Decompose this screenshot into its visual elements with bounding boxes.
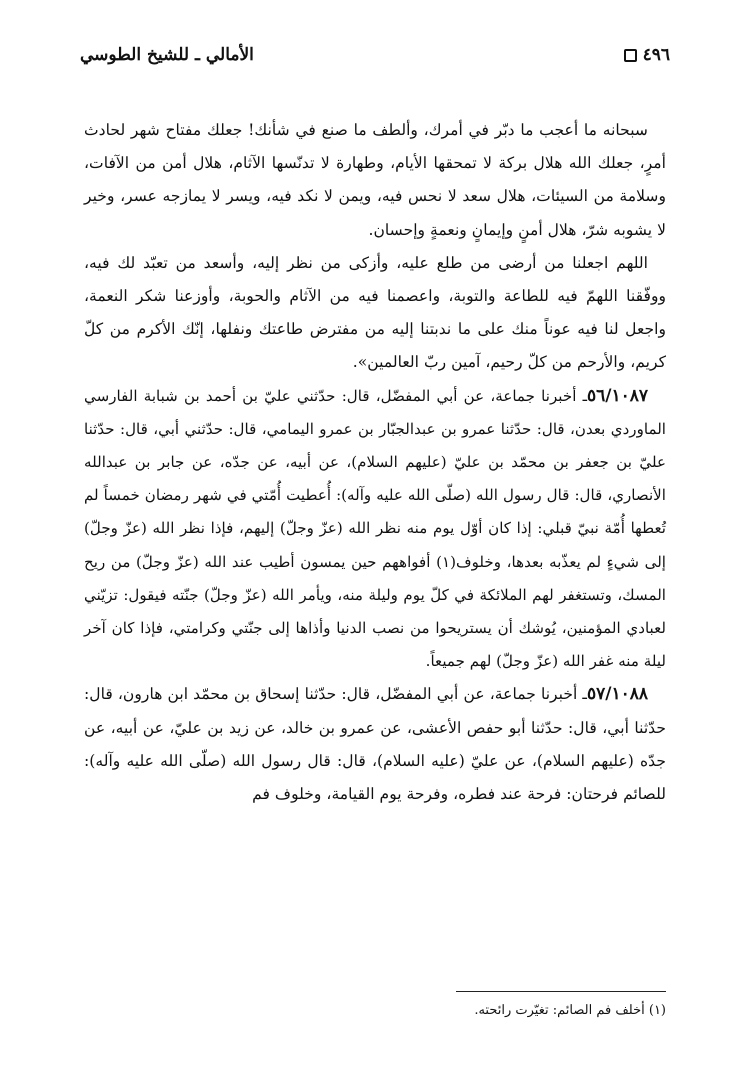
paragraph-text: ـ أخبرنا جماعة، عن أبي المفضّل، قال: حدّثني عليّ بن أحمد بن شبابة الفارسي الماوردي بعدن، قال: حدّثنا عمرو بن عبدالجبّار بن عمرو اليمامي، قال: حدّثني أبي، قال: حدّثنا عليّ بن جعفر بن محمّد بن عليّ (عليهم السلام)، عن أبيه، عن جدّه، عن جابر بن عبدالله الأنصاري، قال: قال رسول الله (صلّى الله عليه وآله): أُعطيت أُمّتي في شهر رمضان خمساً لم تُعطها أُمّة نبيّ قبلي: إذا كان أوّل يوم منه نظر الله (عزّ وجلّ) إليهم، فإذا نظر الله (عزّ وجلّ) إلى شيءٍ لم يعذّبه بعدها، وخلوف(١) أفواههم حين يمسون أطيب عند الله (عزّ وجلّ) من ريح المسك، وتستغفر لهم الملائكة في كلّ يوم وليلة منه، ويأمر الله (عزّ وجلّ) جنّته فيقول: تزيّني لعبادي المؤمنين، يُوشك أن يستريحوا من نصب الدنيا وأذاها إلى جنّتي وكرامتي، فإذا كان آخر ليلة منه غفر الله (عزّ وجلّ) لهم جميعاً.: [84, 386, 666, 671]
hadith-number: ٥٦/١٠٨٧: [587, 385, 648, 406]
hadith-number: ٥٧/١٠٨٨: [587, 684, 648, 705]
footnote: (١) أخلف فم الصائم: تغيّرت رائحته.: [474, 1003, 666, 1018]
page-header: [80, 40, 670, 70]
footnote-divider: [456, 991, 666, 992]
hadith-paragraph: [84, 678, 666, 811]
book-title: الأمالي ـ للشيخ الطوسي: [80, 45, 254, 65]
paragraph: [84, 114, 666, 247]
paragraph-text: سبحانه ما أعجب ما دبّر في أمرك، وألطف ما صنع في شأنك! جعلك مفتاح شهر لحادث أمرٍ، جعلك الله هلال بركة لا تمحقها الأيام، وطهارة لا تدنّسها الآثام، هلال أمن من الآفات، وسلامة من السيئات، هلال سعد لا نحس فيه، ويمن لا نكد فيه، ويسر لا يمازجه عسر، وخير لا يشوبه شرّ، هلال أمنٍ وإيمانٍ ونعمةٍ وإحسان.: [84, 121, 666, 239]
paragraph-text: اللهم اجعلنا من أرضى من طلع عليه، وأزكى من نظر إليه، وأسعد من تعبّد لك فيه، ووفّقنا اللهمّ فيه للطاعة والتوبة، واعصمنا فيه من الآثام والحوبة، وأوزعنا شكر النعمة، واجعل لنا فيه عوناً منك على ما ندبتنا إليه من مفترض طاعتك ونفلها، إنّك الأكرم من كلّ كريم، والأرحم من كلّ رحيم، آمين ربّ العالمين».: [84, 253, 666, 372]
page-number-group: [624, 45, 670, 65]
page-number: ٤٩٦: [642, 45, 670, 65]
square-marker-icon: [624, 49, 637, 62]
main-text: [84, 114, 666, 811]
paragraph: [84, 247, 666, 380]
hadith-paragraph: [84, 380, 666, 679]
paragraph-text: ـ أخبرنا جماعة، عن أبي المفضّل، قال: حدّثنا إسحاق بن محمّد ابن هارون، قال: حدّثنا أبي، قال: حدّثنا أبو حفص الأعشى، عن عمرو بن خالد، عن زيد بن عليّ، عن أبيه، عن جدّه (عليهم السلام)، عن عليّ (عليه السلام)، قال: قال رسول الله (صلّى الله عليه وآله): للصائم فرحتان: فرحة عند فطره، وفرحة يوم القيامة، وخلوف فم: [84, 685, 666, 804]
